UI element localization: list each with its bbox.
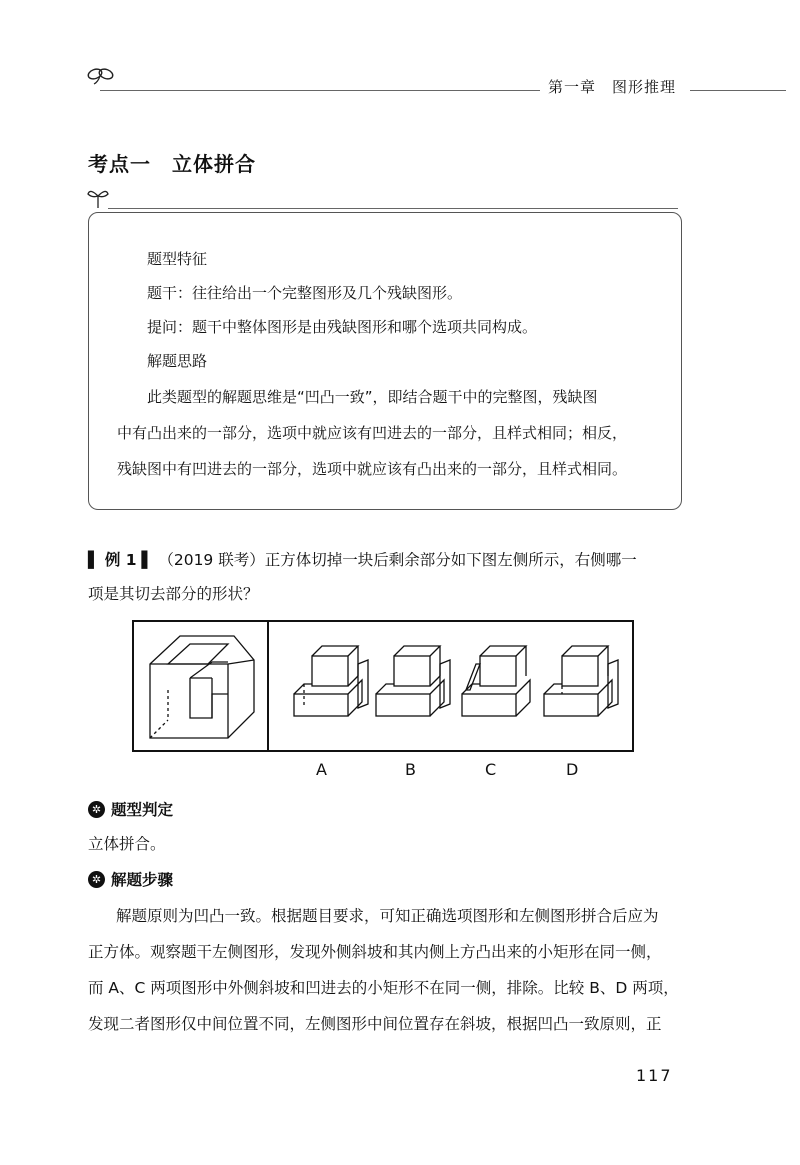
example-line-1 [88, 548, 637, 570]
option-b-drawing [376, 646, 450, 716]
box-para-2: 中有凸出来的一部分，选项中就应该有凹进去的一部分，且样式相同；相反， [117, 424, 628, 442]
option-d-label: D [566, 760, 579, 779]
box-line-stem: 题干：往往给出一个完整图形及几个残缺图形。 [147, 284, 463, 302]
example-label-mark-end: ▌ [141, 551, 154, 569]
box-para-3: 残缺图中有凹进去的一部分，选项中就应该有凸出来的一部分，且样式相同。 [117, 460, 628, 478]
steps-line-1: 解题原则为凹凸一致。根据题目要求，可知正确选项图形和左侧图形拼合后应为 [116, 907, 659, 925]
gear-icon: ✲ [88, 801, 105, 818]
example-text-1: （2019 联考）正方体切掉一块后剩余部分如下图左侧所示，右侧哪一 [158, 551, 637, 569]
box-heading-approach: 解题思路 [147, 352, 208, 370]
steps-line-3: 而 A、C 两项图形中外侧斜坡和凹进去的小矩形不在同一侧，排除。比较 B、D 两项， [88, 979, 679, 997]
option-c-drawing [462, 646, 530, 716]
sprout-icon [86, 184, 110, 210]
example-label: 例 1 [104, 551, 137, 569]
option-b-label: B [405, 760, 416, 779]
box-heading-features: 题型特征 [147, 250, 208, 268]
steps-line-2: 正方体。观察题干左侧图形，发现外侧斜坡和其内侧上方凸出来的小矩形在同一侧， [88, 943, 662, 961]
judge-heading [88, 798, 173, 820]
header-rule-right [690, 90, 786, 91]
box-para-1: 此类题型的解题思维是“凹凸一致”，即结合题干中的完整图，残缺图 [147, 388, 598, 406]
cube-puzzle-figure [132, 620, 634, 752]
option-a-label: A [316, 760, 327, 779]
judge-text: 立体拼合。 [88, 835, 166, 853]
steps-line-4: 发现二者图形仅中间位置不同，左侧图形中间位置存在斜坡，根据凹凸一致原则，正 [88, 1015, 662, 1033]
gear-icon: ✲ [88, 871, 105, 888]
option-c-label: C [485, 760, 497, 779]
box-top-rule [108, 208, 678, 209]
leaf-logo-icon [86, 64, 116, 86]
info-box [88, 212, 682, 510]
steps-title: 解题步骤 [111, 871, 174, 889]
option-d-drawing [544, 646, 618, 716]
cube-remainder-drawing [150, 636, 254, 738]
option-a-drawing [294, 646, 368, 716]
section-title: 考点一 立体拼合 [88, 152, 256, 176]
judge-title: 题型判定 [111, 801, 174, 819]
chapter-title: 第一章 图形推理 [548, 78, 677, 96]
header-rule-left [100, 90, 540, 91]
box-line-question: 提问：题干中整体图形是由残缺图形和哪个选项共同构成。 [147, 318, 538, 336]
example-line-2: 项是其切去部分的形状？ [88, 585, 259, 603]
steps-heading [88, 868, 173, 890]
page-number: 117 [636, 1066, 673, 1085]
example-label-mark: ▌ [88, 551, 100, 569]
